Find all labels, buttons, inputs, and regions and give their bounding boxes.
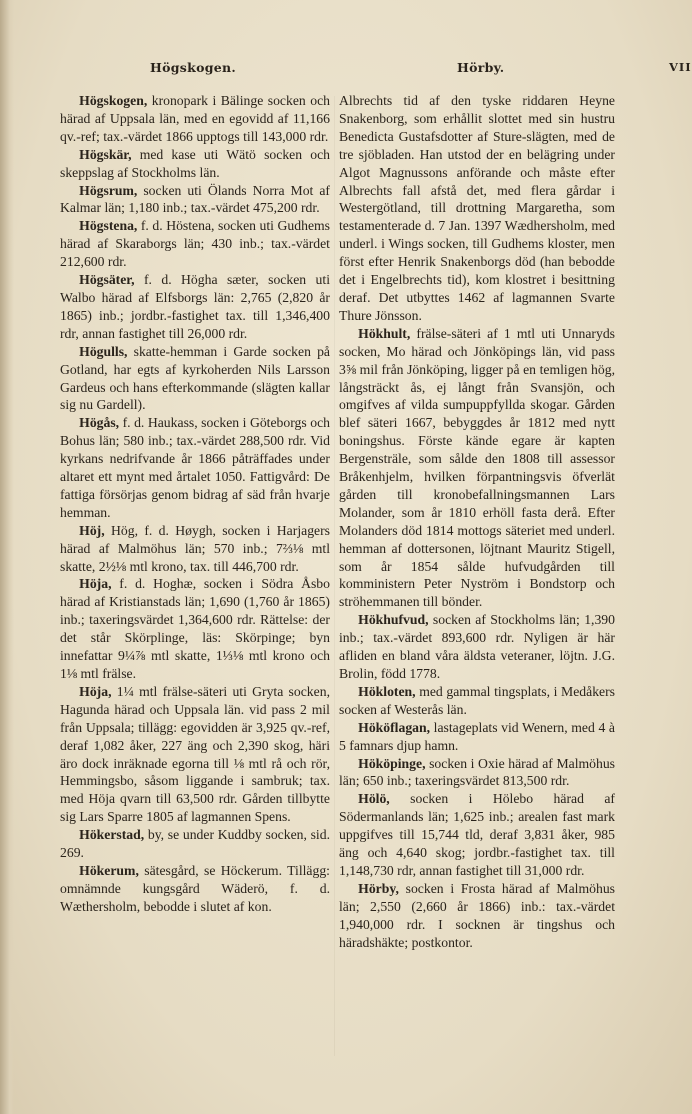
dictionary-entry — [339, 611, 615, 683]
entry-text: f. d. Höstena, socken uti Gudhems härad af Skaraborgs län; 430 inb.; tax.-värdet 212,600 rdr. — [60, 218, 330, 270]
entry-text: Albrechts tid af den tyske riddaren Heyne Snakenborg, som erhållit slottet med sin hustru Benedicta Gustafsdotter af Sture-slägten, med de tre sjöbladen. Han utstod der en belägring under Algot Magnussons anförande och måste efter Albrechts fall afstå det, med flera gårdar i Westergötland, till drottning Margaretha, som testamenterade d. 7 Jan. 1397 Wædhersholm, med underl. i Wings socken, till Gudhems kloster, men först efter Henrik Snakenborgs död (han bebodde det i Engelbrechts tid), kom klostret i besittning deraf. Det utbyttes 1462 af lagmannen Svarte Thure Jönsson. — [339, 93, 615, 323]
dictionary-entry — [60, 522, 330, 576]
dictionary-entry — [60, 414, 330, 521]
entry-headword: Höj, — [79, 522, 105, 538]
column-divider — [334, 96, 335, 1056]
entry-headword: Högås, — [79, 415, 120, 431]
page-number: VII — [669, 60, 692, 74]
entry-text: f. d. Högha sæter, socken uti Walbo härad af Elfsborgs län: 2,765 (2,820 år 1865) inb.; jordbr.-fastighet tax. till 1,346,400 rdr, annan fastighet till 26,000 rdr. — [60, 272, 330, 341]
dictionary-entry — [60, 343, 330, 415]
page-edge — [0, 0, 14, 1114]
dictionary-entry — [60, 92, 330, 146]
entry-text: lastageplats vid Wenern, med 4 à 5 famnars djup hamn. — [339, 719, 615, 753]
entry-text: f. d. Hoghæ, socken i Södra Åsbo härad af Kristianstads län; 1,690 (1,760 år 1865) inb.; taxeringsvärdet 1,364,600 rdr. Rättelse: der det står Skörplinge, läs: Skörpinge; byn innefattar 9¼⅞ mtl skatte, 1⅓⅛ mtl krono och 1⅛ mtl frälse. — [60, 576, 330, 681]
entry-headword: Högsrum, — [79, 182, 138, 198]
entry-text: socken i Oxie härad af Malmöhus län; 650 inb.; taxeringsvärdet 813,500 rdr. — [339, 755, 615, 789]
entry-headword: Höja, — [79, 576, 112, 592]
dictionary-entry — [60, 217, 330, 271]
entry-headword: Hököpinge, — [358, 755, 426, 771]
dictionary-entry — [339, 719, 615, 755]
entry-headword: Högsäter, — [79, 272, 135, 288]
dictionary-entry — [339, 683, 615, 719]
entry-headword: Högulls, — [79, 343, 128, 359]
header-left-title: Högskogen. — [150, 60, 237, 75]
dictionary-entry — [60, 182, 330, 218]
dictionary-entry — [339, 92, 615, 325]
right-column — [339, 92, 615, 952]
entry-text: socken i Frosta härad af Malmöhus län; 2,550 (2,660 år 1866) inb.: tax.-värdet 1,940,000 rdr. I socknen är tingshus och häradshäkte; postkontor. — [339, 880, 615, 950]
dictionary-entry — [60, 146, 330, 182]
entry-headword: Hökerum, — [79, 862, 139, 878]
entry-headword: Hökhult, — [358, 325, 411, 341]
dictionary-entry — [339, 880, 615, 952]
entry-headword: Högskär, — [79, 146, 132, 162]
entry-headword: Hörby, — [358, 880, 399, 896]
entry-text: f. d. Haukass, socken i Göteborgs och Bohus län; 580 inb.; tax.-värdet 288,500 rdr. Vid kyrkans nedrifvande år 1866 påträffades under altaret ett mynt med årtalet 1050. Fattigvård: De fattiga försörjas genom bidrag af säd från hvarje hemman. — [60, 415, 330, 520]
entry-text: frälse-säteri af 1 mtl uti Unnaryds socken, Mo härad och Jönköpings län, vid pass 3⅝ mil från Jönköping, ligger på en temligen hög, långsträckt ås, ej långt från Svansjön, och omgifves af vilda sumpuppfyllda skogar. Gården blef säteri 1667, bebyggdes år 1812 med nytt boningshus. Förste kände egare är kapten Bergensträle, som sålde den 1808 till assessor Bråkenhjelm, hvilken förpantningsvis öfverlät gården till kronobefallningsmannen Lars Molander, som år 1810 erhöll fasta derå. Efter Molanders död 1814 mottogs säteriet med underl. hemman af dottersonen, löjtnant Mauritz Stigell, som år 1854 sålde hufvudgården till komministern Peter Nyström i Bondstorp och ströhemmanen till bönder. — [339, 325, 615, 610]
dictionary-entry — [60, 862, 330, 916]
entry-text: Hög, f. d. Høygh, socken i Harjagers härad af Malmöhus län; 570 inb.; 7⅔⅛ mtl skatte, 2½⅛ mtl krono, tax. till 446,700 rdr. — [60, 522, 330, 574]
entry-headword: Högstena, — [79, 218, 138, 234]
dictionary-entry — [60, 575, 330, 682]
entry-headword: Högskogen, — [79, 93, 148, 108]
dictionary-entry — [60, 271, 330, 343]
entry-headword: Hökhufvud, — [358, 612, 429, 628]
entry-text: sätesgård, se Höckerum. Tillägg: omnämnde kungsgård Wäderö, f. d. Wæthersholm, bebodde i slutet af kon. — [60, 862, 330, 914]
dictionary-entry — [60, 826, 330, 862]
left-column — [60, 92, 330, 916]
dictionary-entry — [339, 790, 615, 880]
dictionary-entry — [339, 755, 615, 791]
entry-headword: Hökloten, — [358, 683, 416, 699]
dictionary-entry — [339, 325, 615, 612]
entry-text: skatte-hemman i Garde socken på Gotland, har egts af kyrkoherden Nils Larsson Gardeus och hans efterkommande (slägten kallar sig nu Gardell). — [60, 343, 330, 413]
entry-text: socken uti Ölands Norra Mot af Kalmar län; 1,180 inb.; tax.-värdet 475,200 rdr. — [60, 182, 330, 216]
entry-headword: Hököflagan, — [358, 719, 431, 735]
dictionary-entry — [60, 683, 330, 826]
entry-headword: Hökerstad, — [79, 827, 145, 843]
entry-text: kronopark i Bälinge socken och härad af Uppsala län, med en egovidd af 11,166 qv.-ref; tax.-värdet 1866 upptogs till 143,000 rdr. — [60, 93, 330, 144]
header-right-title: Hörby. — [457, 60, 505, 75]
entry-headword: Höja, — [79, 683, 112, 699]
entry-text: med gammal tingsplats, i Medåkers socken af Westerås län. — [339, 683, 615, 717]
entry-text: by, se under Kuddby socken, sid. 269. — [60, 827, 330, 861]
entry-text: socken af Stockholms län; 1,390 inb.; tax.-värdet 893,600 rdr. Nyligen är här afliden en bland våra äldsta veteraner, löjtn. J.G. Brolin, född 1778. — [339, 612, 615, 681]
entry-text: 1¼ mtl frälse-säteri uti Gryta socken, Hagunda härad och Uppsala län. vid pass 2 mil från Uppsala; tillägg: egovidden är 3,925 qv.-ref, deraf 1,082 åker, 227 äng och 2,390 skog, häri äro dock inräknade egorna till ⅛ mtl rå och rör, Hemmingsbo, såsom liggande i sambruk; tax. med Höja qvarn till 63,500 rdr. Gården tillbytte sig Lars Sparre 1805 af lagmannen Spens. — [60, 683, 330, 825]
entry-headword: Hölö, — [358, 791, 390, 807]
running-header — [60, 60, 692, 82]
entry-text: med kase uti Wätö socken och skeppslag af Stockholms län. — [60, 146, 330, 180]
entry-text: socken i Hölebo härad af Södermanlands län; 1,625 inb.; arealen fast mark uppgifves till 15,744 tld, deraf 3,831 åker, 985 äng och 4,640 skog; jordbr.-fastighet tax. till 1,148,730 rdr, annan fastighet till 31,000 rdr. — [339, 791, 615, 878]
